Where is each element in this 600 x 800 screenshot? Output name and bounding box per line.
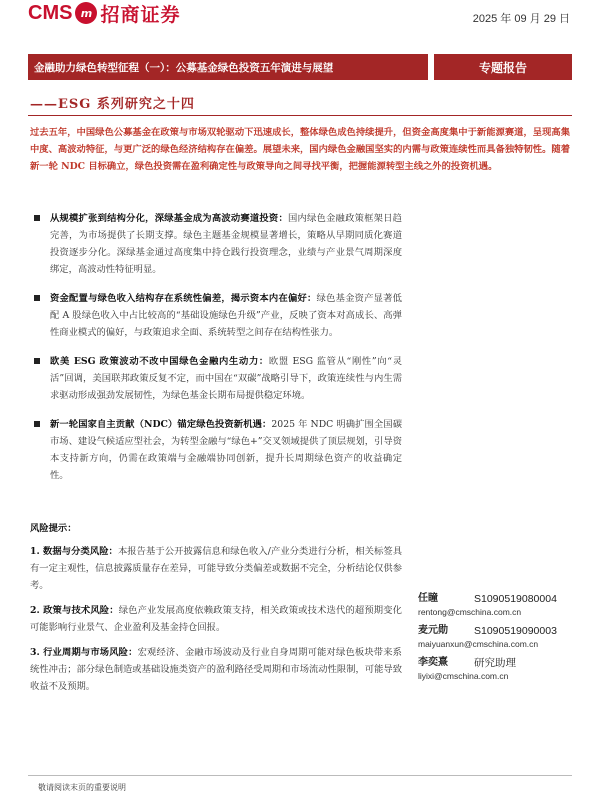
risk-item-lead: 3. 行业周期与市场风险： xyxy=(30,647,138,658)
analyst-name: 任瞳 xyxy=(418,593,438,604)
analyst-id: S1090519080004 xyxy=(474,593,557,605)
key-point xyxy=(30,416,402,484)
analyst-role: 研究助理 xyxy=(474,657,516,669)
key-point-lead: 从规模扩张到结构分化，深绿基金成为高波动赛道投资： xyxy=(50,213,288,224)
report-title-banner: 金融助力绿色转型征程（一）：公募基金绿色投资五年演进与展望 xyxy=(28,54,428,80)
analyst-name: 麦元勋 xyxy=(418,625,448,636)
risk-item-text: 宏观经济、金融市场波动及行业自身周期可能对绿色板块带来系统性冲击；部分绿色制造或基础设施类资产的盈利路径受周期和市场流动性限制，可能导致收益不及预期。 xyxy=(30,647,402,692)
risk-title: 风险提示： xyxy=(30,523,77,534)
key-point-text: 国内绿色金融政策框架日趋完善，为市场提供了长期支撑。绿色主题基金规模显著增长，策略从早期同质化赛道投资逐步分化。深绿基金通过高度集中持仓践行投资理念，业绩与产业景气周期深度绑定，高波动性特征明显。 xyxy=(50,213,402,275)
key-point-text: 绿色基金资产显著低配 A 股绿色收入中占比较高的“基础设施绿色升级”产业，反映了资本对高成长、高弹性商业模式的偏好，与政策追求全面、系统转型之间存在结构性张力。 xyxy=(50,293,402,338)
key-point xyxy=(30,290,402,341)
report-date: 2025 年 09 月 29 日 xyxy=(472,13,570,25)
logo-text-en: CMS xyxy=(28,1,73,24)
key-point xyxy=(30,353,402,404)
key-point xyxy=(30,210,402,278)
risk-item-text: 绿色产业发展高度依赖政策支持，相关政策或技术迭代的超预期变化可能影响行业景气、企业盈利及基金持仓回报。 xyxy=(30,605,402,633)
report-subtitle: ——ESG 系列研究之十四 xyxy=(30,97,195,112)
risk-warning xyxy=(30,520,402,703)
risk-item xyxy=(30,543,402,594)
risk-item xyxy=(30,644,402,695)
footer-divider xyxy=(28,775,572,776)
analyst-card xyxy=(418,592,578,618)
footer-note: 敬请阅读末页的重要说明 xyxy=(38,783,126,792)
bullet-square-icon xyxy=(34,421,40,427)
key-point-text: 2025 年 NDC 明确扩围全国碳市场、建设气候适应型社会，为转型金融与“绿色+”交叉领域提供了顶层规划，引导资本支持新方向，仍需在政策端与金融端协同创新，提升长周期绿色资产的收益确定性。 xyxy=(50,419,402,481)
bullet-square-icon xyxy=(34,358,40,364)
bullet-square-icon xyxy=(34,215,40,221)
risk-item-lead: 1. 数据与分类风险： xyxy=(30,546,118,557)
risk-item-lead: 2. 政策与技术风险： xyxy=(30,605,119,616)
logo-text-cn: 招商证券 xyxy=(100,3,181,26)
analyst-email[interactable]: rentong@cmschina.com.cn xyxy=(418,607,522,617)
key-points xyxy=(30,210,402,496)
key-point-lead: 新一轮国家自主贡献（NDC）锚定绿色投资新机遇： xyxy=(50,419,272,430)
analyst-list xyxy=(418,592,578,688)
analyst-email[interactable]: liyixi@cmschina.com.cn xyxy=(418,671,509,681)
analyst-name: 李奕熹 xyxy=(418,657,448,668)
executive-summary: 过去五年，中国绿色公募基金在政策与市场双轮驱动下迅速成长，整体绿色成色持续提升，但资金高度集中于新能源赛道，呈现高集中度、高波动特征，与更广泛的绿色经济结构存在偏差。展望未来，国内绿色金融国坚实的内需与政策连续性而具备独特韧性。随着新一轮 NDC 目标确立，绿色投资需在盈利确定性与政策导向之间寻找平衡，把握能源转型主线之外的投资机遇。 xyxy=(30,127,570,172)
logo-mark-icon: m xyxy=(75,2,97,24)
analyst-card xyxy=(418,624,578,650)
analyst-card xyxy=(418,656,578,682)
company-logo xyxy=(28,2,180,24)
analyst-id: S1090519090003 xyxy=(474,625,557,637)
key-point-lead: 欧美 ESG 政策波动不改中国绿色金融内生动力： xyxy=(50,356,269,367)
title-divider xyxy=(28,115,572,116)
report-type-tag: 专题报告 xyxy=(434,54,572,80)
key-point-text: 欧盟 ESG 监管从“刚性”向“灵活”回调，美国联邦政策反复不定，而中国在“双碳”战略引导下，政策连续性与内生需求驱动形成强劲发展韧性，为绿色基金长期布局提供稳定环境。 xyxy=(50,356,402,401)
key-point-lead: 资金配置与绿色收入结构存在系统性偏差，揭示资本内在偏好： xyxy=(50,293,317,304)
risk-item-text: 本报告基于公开披露信息和绿色收入/产业分类进行分析，相关标签具有一定主观性，信息披露质量存在差异，可能导致分类偏差或数据不完全，分析结论仅供参考。 xyxy=(30,546,402,591)
risk-item xyxy=(30,602,402,636)
analyst-email[interactable]: maiyuanxun@cmschina.com.cn xyxy=(418,639,539,649)
bullet-square-icon xyxy=(34,295,40,301)
